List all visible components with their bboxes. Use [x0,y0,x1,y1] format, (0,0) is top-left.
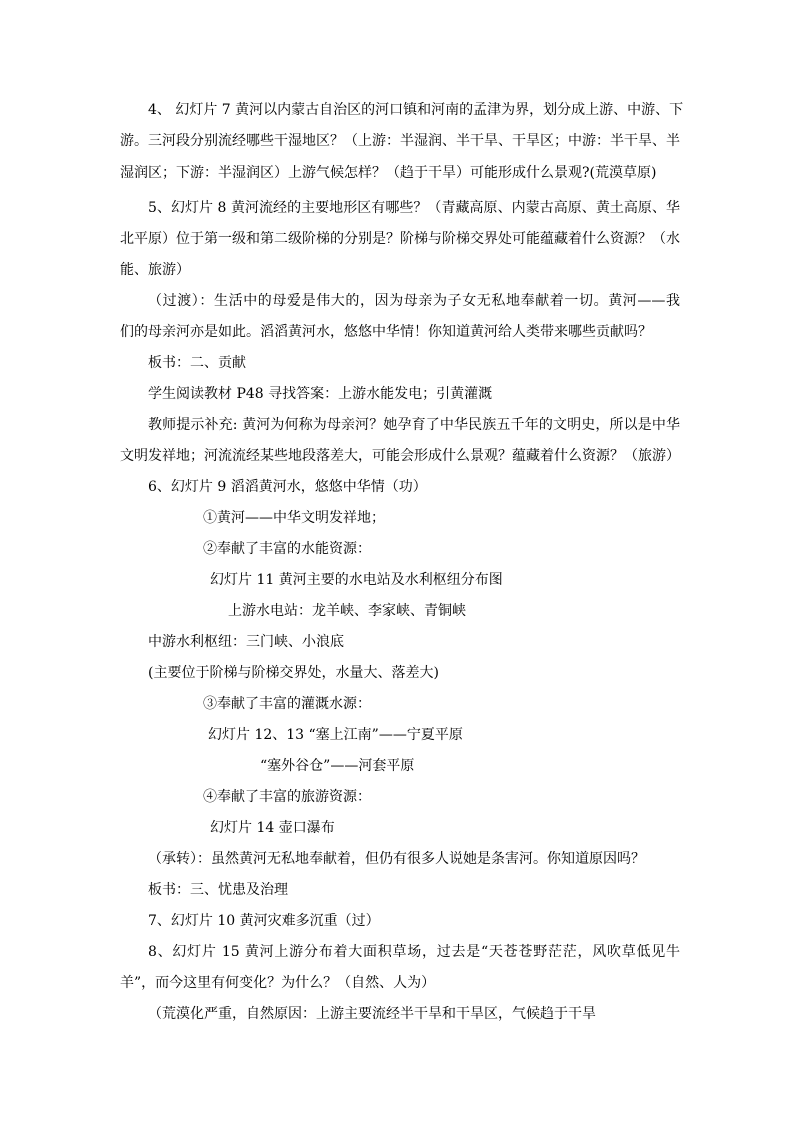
paragraph-line: (主要位于阶梯与阶梯交界处，水量大、落差大) [148,665,439,681]
paragraph-line: 们的母亲河亦是如此。滔滔黄河水，悠悠中华情！你知道黄河给人类带来哪些贡献吗？ [120,324,652,340]
blackboard-heading: 板书：三、忧患及治理 [148,882,288,898]
paragraph-line: 教师提示补充: 黄河为何称为母亲河？她孕育了中华民族五千年的文明史，所以是中华 [148,417,680,433]
paragraph-line: 幻灯片 14 壶口瀑布 [210,820,335,836]
paragraph-line: 幻灯片 11 黄河主要的水电站及水利枢纽分布图 [210,572,503,588]
list-item: ②奉献了丰富的水能资源： [203,541,371,557]
paragraph-line: 6、幻灯片 9 滔滔黄河水，悠悠中华情（功） [148,479,427,495]
paragraph-line: （过渡）：生活中的母爱是伟大的，因为母亲为子女无私地奉献着一切。黄河——我 [148,293,680,309]
blackboard-heading: 板书：二、贡献 [148,355,246,371]
paragraph-line: 羊”，而今这里有何变化？为什么？（自然、人为） [120,975,436,991]
paragraph-line: 8、幻灯片 15 黄河上游分布着大面积草场，过去是“天苍苍野茫茫，风吹草低见牛 [148,944,680,960]
paragraph-line: 文明发祥地；河流流经某些地段落差大，可能会形成什么景观？蕴藏着什么资源？（旅游） [120,448,680,464]
paragraph-line: 上游水电站：龙羊峡、李家峡、青铜峡 [228,603,466,619]
paragraph-line: 北平原）位于第一级和第二级阶梯的分别是？阶梯与阶梯交界处可能蕴藏着什么资源？（水 [120,231,680,247]
paragraph-line: 5、幻灯片 8 黄河流经的主要地形区有哪些？（青藏高原、内蒙古高原、黄土高原、华 [148,200,680,216]
paragraph-line: 4、 幻灯片 7 黄河以内蒙古自治区的河口镇和河南的孟津为界，划分成上游、中游、下 [148,102,684,118]
paragraph-line: 游。三河段分别流经哪些干湿地区？（上游：半湿润、半干旱、干旱区；中游：半干旱、半 [120,133,680,149]
paragraph-line: 中游水利枢纽：三门峡、小浪底 [148,634,344,650]
paragraph-line: （荒漠化严重，自然原因：上游主要流经半干旱和干旱区，气候趋于干旱 [148,1006,596,1022]
list-item: ③奉献了丰富的灌溉水源： [203,696,371,712]
paragraph-line: 幻灯片 12、13 “塞上江南”——宁夏平原 [208,727,463,743]
list-item: ①黄河——中华文明发祥地； [203,510,385,526]
paragraph-line: （承转）：虽然黄河无私地奉献着，但仍有很多人说她是条害河。你知道原因吗？ [148,851,645,867]
paragraph-line: “塞外谷仓”——河套平原 [260,758,415,774]
paragraph-line: 7、幻灯片 10 黄河灾难多沉重（过） [148,913,380,929]
paragraph-line: 能、旅游） [120,262,190,278]
paragraph-line: 学生阅读教材 P48 寻找答案：上游水能发电；引黄灌溉 [148,386,493,402]
paragraph-line: 湿润区；下游：半湿润区）上游气候怎样？（趋于干旱）可能形成什么景观?(荒漠草原) [120,165,657,181]
list-item: ④奉献了丰富的旅游资源： [203,789,371,805]
